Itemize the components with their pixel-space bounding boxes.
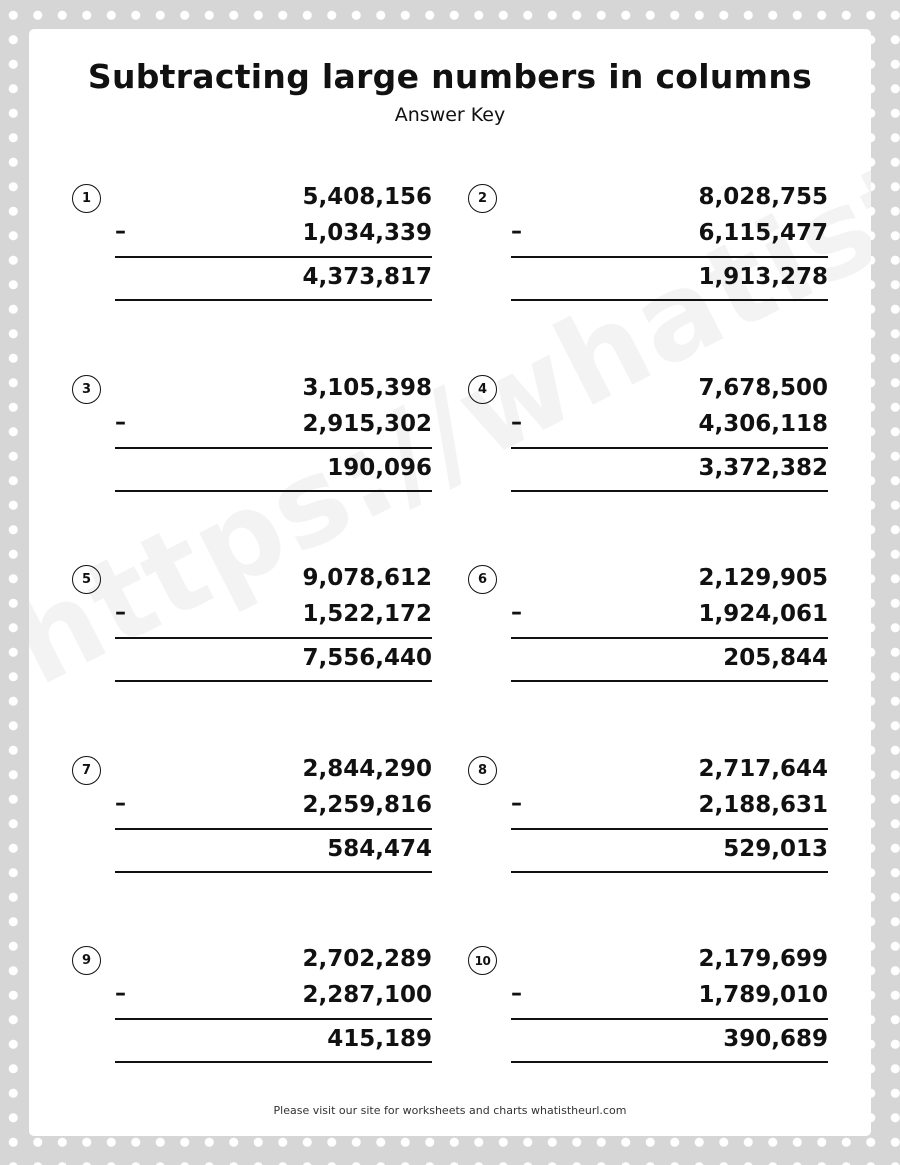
sum-line [115,828,432,830]
problem-item [72,184,432,314]
difference-answer: 7,556,440 [302,645,432,671]
problem-number-badge: 10 [468,946,497,975]
difference-answer: 3,372,382 [698,455,828,481]
answer-underline [511,1061,828,1063]
minuend: 8,028,755 [698,184,828,210]
sum-line [115,447,432,449]
difference-answer: 205,844 [723,645,828,671]
minuend: 7,678,500 [698,375,828,401]
sum-line [511,1018,828,1020]
subtrahend: 2,259,816 [302,792,432,818]
footer-note: Please visit our site for worksheets and charts whatistheurl.com [273,1104,627,1117]
subtrahend: 6,115,477 [698,220,828,246]
problem-item [72,375,432,505]
sum-line [511,637,828,639]
answer-underline [115,680,432,682]
difference-answer: 190,096 [327,455,432,481]
minus-sign: – [115,410,126,435]
sum-line [115,637,432,639]
subtrahend: 4,306,118 [698,411,828,437]
difference-answer: 584,474 [327,836,432,862]
sum-line [115,1018,432,1020]
difference-answer: 390,689 [723,1026,828,1052]
answer-underline [511,299,828,301]
answer-underline [511,871,828,873]
problem-number-badge: 1 [72,184,101,213]
worksheet-page [29,29,871,1136]
answer-underline [511,490,828,492]
answer-underline [511,680,828,682]
sum-line [115,256,432,258]
minus-sign: – [115,981,126,1006]
minus-sign: – [511,791,522,816]
minus-sign: – [115,600,126,625]
minuend: 2,844,290 [302,756,432,782]
problem-number-badge: 3 [72,375,101,404]
minus-sign: – [511,410,522,435]
sum-line [511,828,828,830]
subtrahend: 2,287,100 [302,982,432,1008]
minuend: 2,129,905 [698,565,828,591]
difference-answer: 415,189 [327,1026,432,1052]
sum-line [511,447,828,449]
problem-item [468,756,828,886]
minuend: 9,078,612 [302,565,432,591]
problem-number-badge: 4 [468,375,497,404]
page-title: Subtracting large numbers in columns [87,57,813,96]
minus-sign: – [115,219,126,244]
subtrahend: 1,789,010 [698,982,828,1008]
subtrahend: 1,924,061 [698,601,828,627]
problem-number-badge: 5 [72,565,101,594]
minus-sign: – [115,791,126,816]
answer-underline [115,490,432,492]
subtrahend: 1,034,339 [302,220,432,246]
sum-line [511,256,828,258]
problem-number-badge: 9 [72,946,101,975]
subtrahend: 2,188,631 [698,792,828,818]
difference-answer: 4,373,817 [302,264,432,290]
minuend: 2,702,289 [302,946,432,972]
problem-item [468,946,828,1076]
difference-answer: 529,013 [723,836,828,862]
subtrahend: 2,915,302 [302,411,432,437]
problem-number-badge: 6 [468,565,497,594]
minus-sign: – [511,600,522,625]
answer-underline [115,299,432,301]
problem-number-badge: 7 [72,756,101,785]
minuend: 2,717,644 [698,756,828,782]
minuend: 2,179,699 [698,946,828,972]
page-subtitle: Answer Key [394,104,506,126]
minuend: 3,105,398 [302,375,432,401]
answer-underline [115,1061,432,1063]
problem-item [468,375,828,505]
subtrahend: 1,522,172 [302,601,432,627]
problem-item [468,184,828,314]
minus-sign: – [511,981,522,1006]
problem-number-badge: 2 [468,184,497,213]
difference-answer: 1,913,278 [698,264,828,290]
minuend: 5,408,156 [302,184,432,210]
problem-number-badge: 8 [468,756,497,785]
minus-sign: – [511,219,522,244]
problem-item [72,756,432,886]
problem-item [72,946,432,1076]
answer-underline [115,871,432,873]
problem-item [72,565,432,695]
problem-item [468,565,828,695]
